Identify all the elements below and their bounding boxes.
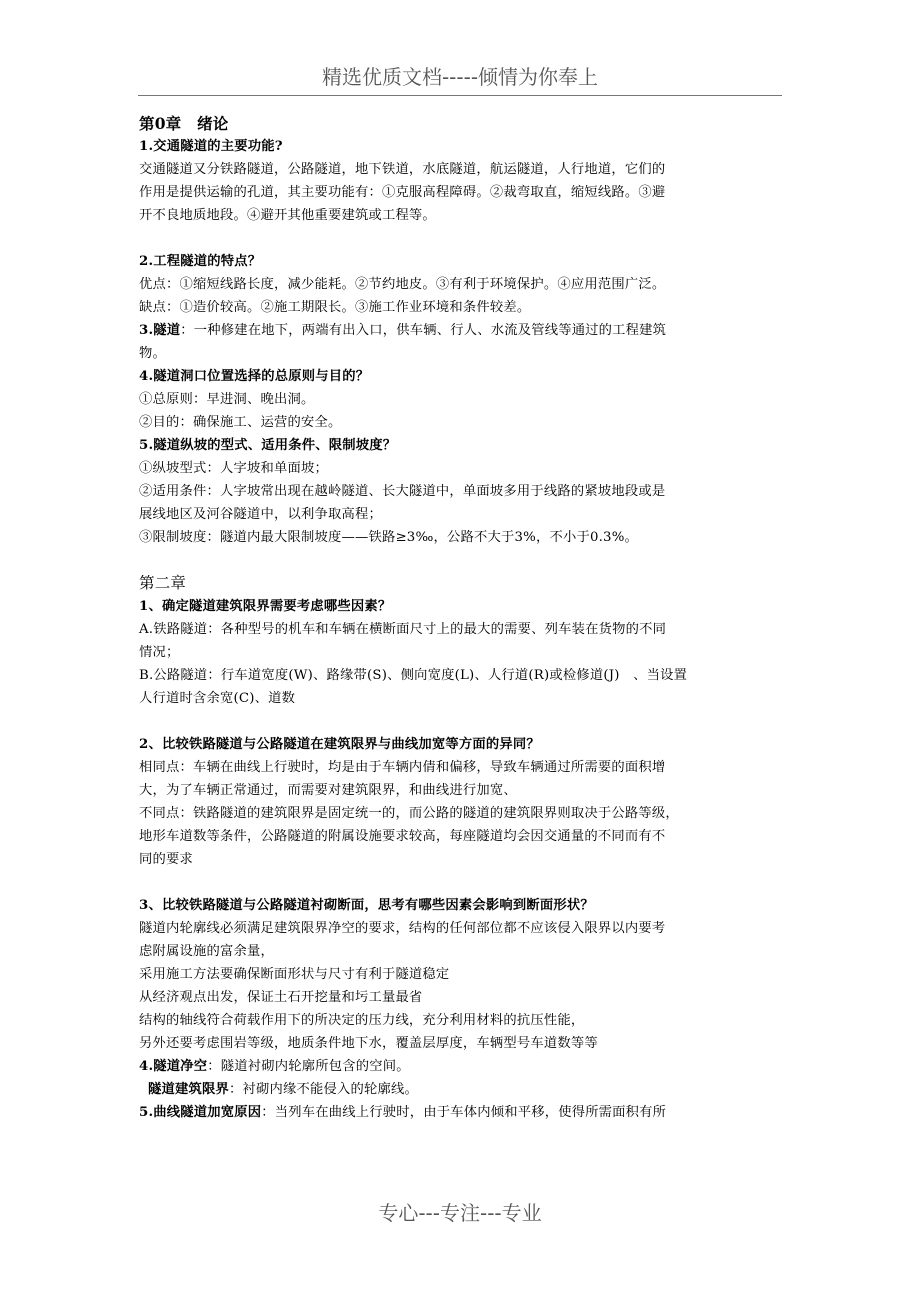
- page-footer: 专心---专注---专业: [378, 1201, 542, 1225]
- question-heading: 5.隧道纵坡的型式、适用条件、限制坡度？: [139, 438, 397, 453]
- body-line: 隧道内轮廓线必须满足建筑限界净空的要求，结构的任何部位都不应该侵入限界以内要考: [139, 921, 666, 936]
- body-line: 结构的轴线符合荷载作用下的所决定的压力线，充分利用材料的抗压性能，: [139, 1013, 585, 1028]
- question-heading: 2.工程隧道的特点？: [139, 254, 262, 269]
- body-line: 虑附属设施的富余量，: [139, 944, 274, 959]
- term-definition: ：衬砌内缘不能侵入的轮廓线。: [228, 1082, 418, 1097]
- body-line: 作用是提供运输的孔道，其主要功能有：①克服高程障碍。②裁弯取直，缩短线路。③避: [139, 185, 666, 200]
- body-line: 情况；: [139, 645, 180, 660]
- term-definition: ：当列车在曲线上行驶时，由于车体内倾和平移，使得所需面积有所: [261, 1105, 667, 1120]
- body-line: 物。: [139, 346, 166, 361]
- question-heading: 3、比较铁路隧道与公路隧道衬砌断面，思考有哪些因素会影响到断面形状？: [139, 898, 594, 913]
- term-label: 隧道建筑限界: [148, 1082, 229, 1097]
- question-heading: 1.交通隧道的主要功能?: [139, 139, 283, 154]
- body-line: ③限制坡度：隧道内最大限制坡度——铁路≥3‰，公路不大于3%，不小于0.3%。: [139, 530, 639, 545]
- term-label: 3.隧道: [139, 323, 181, 338]
- term-definition: ：隧道衬砌内轮廓所包含的空间。: [207, 1059, 410, 1074]
- body-line: 优点：①缩短线路长度，减少能耗。②节约地皮。③有利于环境保护。④应用范围广泛。: [139, 277, 666, 292]
- definition-line: [139, 1055, 784, 1078]
- question-heading: 4.隧道洞口位置选择的总原则与目的？: [139, 369, 370, 384]
- body-line: 大，为了车辆正常通过，而需要对建筑限界，和曲线进行加宽、: [139, 783, 517, 798]
- body-line: 缺点：①造价较高。②施工期限长。③施工作业环境和条件较差。: [139, 300, 531, 315]
- term-label: 4.隧道净空: [139, 1059, 208, 1074]
- body-line: 开不良地质地段。④避开其他重要建筑或工程等。: [139, 208, 436, 223]
- question-heading: 1、确定隧道建筑限界需要考虑哪些因素？: [139, 599, 392, 614]
- term-label: 5.曲线隧道加宽原因: [139, 1105, 262, 1120]
- chapter-0-heading: 第0章 绪论: [139, 114, 229, 133]
- body-line: ②适用条件：人字坡常出现在越岭隧道、长大隧道中，单面坡多用于线路的紧坡地段或是: [139, 484, 666, 499]
- body-line: 展线地区及河谷隧道中，以利争取高程；: [139, 507, 382, 522]
- body-line: 交通隧道又分铁路隧道，公路隧道，地下铁道，水底隧道，航运隧道，人行地道，它们的: [139, 162, 666, 177]
- body-line: A.铁路隧道：各种型号的机车和车辆在横断面尺寸上的最大的需要、列车装在货物的不同: [139, 622, 667, 637]
- body-line: 另外还要考虑围岩等级，地质条件地下水，覆盖层厚度，车辆型号车道数等等: [139, 1036, 598, 1051]
- body-line: 不同点：铁路隧道的建筑限界是固定统一的，而公路的隧道的建筑限界则取决于公路等级，: [139, 806, 679, 821]
- body-line: 相同点：车辆在曲线上行驶时，均是由于车辆内倩和偏移，导致车辆通过所需要的面积增: [139, 760, 666, 775]
- body-line: 地形车道数等条件，公路隧道的附属设施要求较高，每座隧道均会因交通量的不同而有不: [139, 829, 666, 844]
- chapter-2-heading: 第二章: [139, 574, 187, 592]
- definition-line: [139, 319, 784, 342]
- body-line: ①总原则：早进洞、晚出洞。: [139, 392, 315, 407]
- body-line: 从经济观点出发，保证土石开挖量和圬工量最省: [139, 990, 423, 1005]
- body-line: 采用施工方法要确保断面形状与尺寸有利于隧道稳定: [139, 967, 450, 982]
- definition-line: [139, 1078, 784, 1101]
- body-line: B.公路隧道：行车道宽度(W)、路缘带(S)、侧向宽度(L)、人行道(R)或检修道(J) 、当设置: [139, 668, 688, 683]
- body-line: ①纵坡型式：人字坡和单面坡；: [139, 461, 328, 476]
- definition-line: [139, 1101, 784, 1124]
- term-definition: ：一种修建在地下，两端有出入口，供车辆、行人、水流及管线等通过的工程建筑: [180, 323, 667, 338]
- page-header: 精选优质文档-----倾情为你奉上: [138, 64, 782, 96]
- body-line: ②目的：确保施工、运营的安全。: [139, 415, 342, 430]
- question-heading: 2、比较铁路隧道与公路隧道在建筑限界与曲线加宽等方面的异同？: [139, 737, 540, 752]
- body-line: 同的要求: [139, 852, 193, 867]
- body-line: 人行道时含余宽(C)、道数: [139, 691, 296, 706]
- document-body: [139, 112, 784, 1124]
